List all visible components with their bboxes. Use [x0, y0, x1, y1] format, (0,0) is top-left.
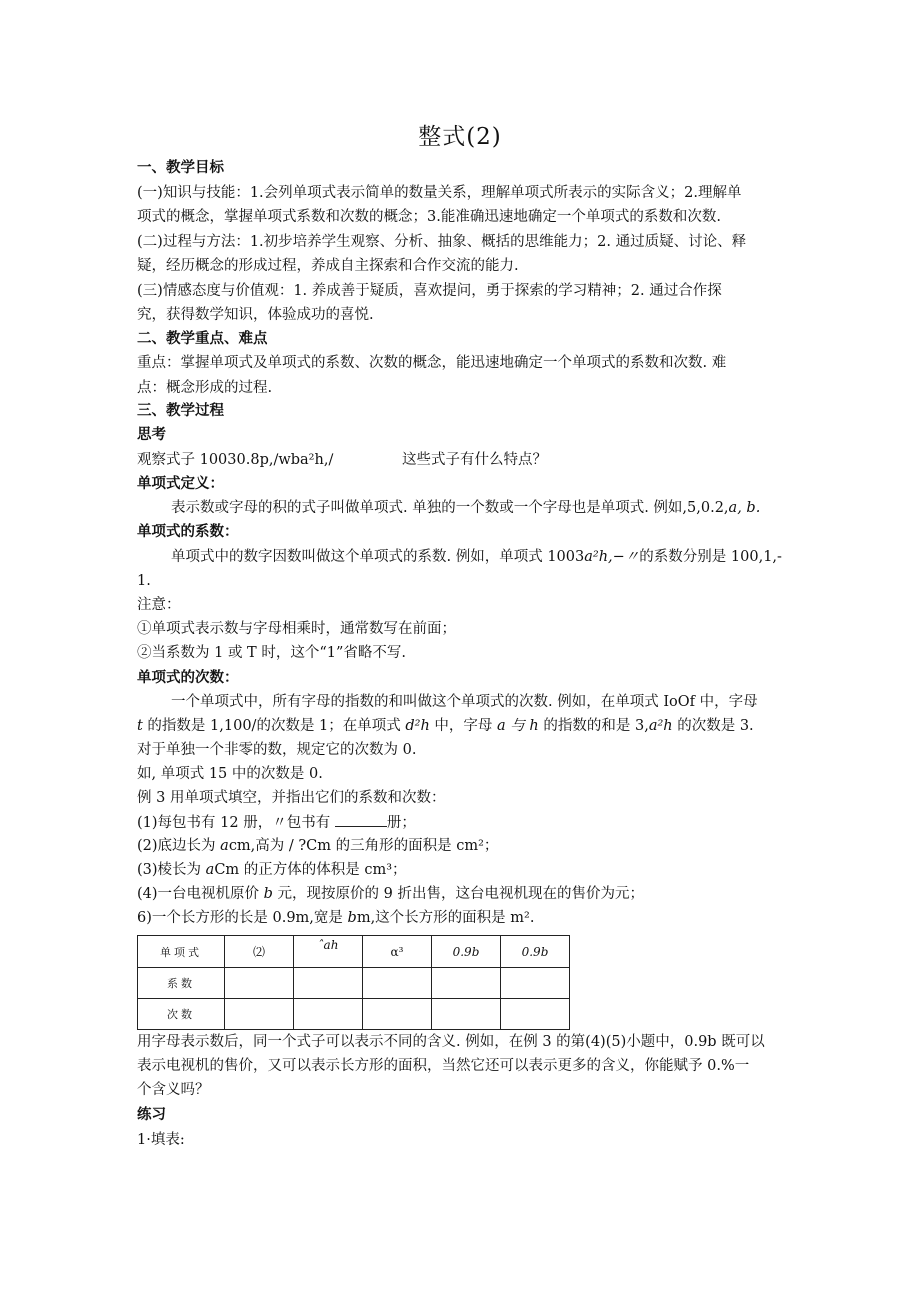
degree-letter-t: t — [137, 718, 143, 734]
goal-attitude-line2: 究，获得数学知识，体验成功的喜悦. — [137, 307, 374, 323]
keypoints-line1: 重点：掌握单项式及单项式的系数、次数的概念，能迅速地确定一个单项式的系数和次数. 难 — [137, 355, 727, 371]
example-q1 — [137, 812, 416, 833]
coefficient-heading: 单项式的系数： — [137, 524, 239, 540]
table-header-cell: ˆah — [294, 936, 363, 968]
example-q2-text: (2)底边长为 — [137, 838, 221, 854]
table-row-label: 系数 — [138, 968, 225, 999]
degree-text-seg4: 的次数是 3. — [672, 718, 754, 734]
table-cell — [294, 999, 363, 1030]
goal-knowledge-line2: 项式的概念，掌握单项式系数和次数的概念；3.能准确迅速地确定一个单项式的系数和次数. — [137, 209, 721, 225]
table-header-cell: α³ — [363, 936, 432, 968]
coefficient-text-a: 单项式中的数字因数叫做这个单项式的系数. 例如，单项式 1003 — [171, 549, 585, 565]
example-q3 — [137, 860, 407, 880]
degree-heading: 单项式的次数： — [137, 670, 239, 686]
degree-text-seg2: 中，字母 — [429, 718, 498, 734]
definition-text — [171, 498, 760, 518]
section-heading-process: 三、教学过程 — [137, 403, 224, 419]
table-cell — [501, 968, 570, 999]
degree-text-line3: 对于单独一个非零的数，规定它的次数为 0. — [137, 742, 417, 758]
table-header-cell: 0.9b — [501, 936, 570, 968]
table-cell — [363, 999, 432, 1030]
example-q2-var: a — [220, 838, 229, 854]
example-q5-var: b — [347, 910, 357, 926]
degree-expr-1: d²h — [405, 718, 430, 734]
degree-expr-2: a²h — [648, 718, 673, 734]
example-q4-var: b — [263, 886, 273, 902]
table-cell — [225, 968, 294, 999]
table-cell — [363, 968, 432, 999]
coefficient-text-expr: a²h,−〃 — [584, 549, 640, 565]
goal-knowledge-line1: (一)知识与技能：1.会列单项式表示简单的数量关系，理解单项式所表示的实际含义；2.理解单 — [137, 185, 742, 201]
table-header-cell: 0.9b — [432, 936, 501, 968]
example-q5 — [137, 908, 534, 928]
coefficient-text-cont: 1. — [137, 573, 151, 589]
practice-heading: 练习 — [137, 1107, 166, 1123]
example-q4-tail: 元，现按原价的 9 折出售，这台电视机现在的售价为元； — [272, 886, 645, 902]
note-heading: 注意： — [137, 597, 181, 613]
table-cell — [432, 968, 501, 999]
section-heading-goals: 一、教学目标 — [137, 160, 224, 176]
definition-text-letters: a, b. — [728, 500, 761, 516]
note-item-1: ①单项式表示数与字母相乘时，通常数写在前面； — [137, 621, 456, 637]
table-row — [138, 968, 570, 999]
example-3-heading: 例 3 用单项式填空，并指出它们的系数和次数： — [137, 790, 446, 806]
observe-question: 这些式子有什么特点？ — [402, 452, 547, 468]
section-heading-keypoints: 二、教学重点、难点 — [137, 331, 268, 347]
example-q1-text: (1)每包书有 12 册，〃包书有 — [137, 815, 335, 831]
degree-text-line4: 如, 单项式 15 中的次数是 0. — [137, 766, 323, 782]
table-row-label: 次数 — [138, 999, 225, 1030]
observe-expressions: 观察式子 10030.8p,∕wba²h,∕ — [137, 452, 334, 468]
example-q4-text: (4)一台电视机原价 — [137, 886, 264, 902]
goal-process-line2: 疑，经历概念的形成过程，养成自主探索和合作交流的能力. — [137, 258, 519, 274]
goal-process-line1: (二)过程与方法：1.初步培养学生观察、分析、抽象、概括的思维能力；2. 通过质疑、讨论、释 — [137, 234, 747, 250]
coefficient-text-b: 的系数分别是 100,1,- — [639, 549, 782, 565]
degree-text-seg1: 的指数是 1,100/的次数是 1；在单项式 — [142, 718, 406, 734]
monomial-table — [137, 935, 570, 1030]
definition-heading: 单项式定义： — [137, 476, 224, 492]
example-q1-tail: 册； — [386, 815, 416, 831]
table-header-cell: ⑵ — [225, 936, 294, 968]
table-cell — [225, 999, 294, 1030]
example-q3-tail: Cm 的正方体的体积是 cm³； — [214, 862, 407, 878]
page-title: 整式(2) — [418, 124, 502, 150]
example-q5-tail: m,这个长方形的面积是 m². — [356, 910, 535, 926]
table-cell — [501, 999, 570, 1030]
degree-text-seg3: 的指数的和是 3, — [538, 718, 649, 734]
table-row — [138, 999, 570, 1030]
example-q5-text: 6)一个长方形的长是 0.9m,宽是 — [137, 910, 348, 926]
coefficient-text — [171, 547, 782, 567]
note-item-2: ②当系数为 1 或 T 时，这个“1”省略不写. — [137, 645, 406, 661]
after-text-line2: 表示电视机的售价，又可以表示长方形的面积，当然它还可以表示更多的含义，你能赋予 0.%一 — [137, 1058, 750, 1074]
keypoints-line2: 点：概念形成的过程. — [137, 380, 273, 396]
example-q2-tail: cm,高为 / ?Cm 的三角形的面积是 cm²； — [228, 838, 499, 854]
table-row — [138, 936, 570, 968]
practice-item-1: 1·填表: — [137, 1132, 185, 1148]
degree-letters: a 与 h — [497, 718, 539, 734]
example-q2 — [137, 836, 498, 856]
goal-attitude-line1: (三)情感态度与价值观：1. 养成善于疑质，喜欢提问，勇于探索的学习精神；2. 通过合作探 — [137, 283, 722, 299]
answer-blank — [335, 812, 387, 827]
table-cell — [432, 999, 501, 1030]
after-text-line1: 用字母表示数后，同一个式子可以表示不同的含义. 例如，在例 3 的第(4)(5)小题中，0.9b 既可以 — [137, 1034, 765, 1050]
example-q3-var: a — [205, 862, 215, 878]
table-cell — [294, 968, 363, 999]
degree-text-line1: 一个单项式中，所有字母的指数的和叫做这个单项式的次数. 例如，在单项式 IoOf 中，字母 — [171, 694, 758, 710]
definition-text-body: 表示数或字母的积的式子叫做单项式. 单独的一个数或一个字母也是单项式. 例如,5,0.2, — [171, 500, 729, 516]
degree-text-line2 — [137, 716, 754, 736]
after-text-line3: 个含义吗？ — [137, 1082, 210, 1098]
table-row-label: 单项式 — [138, 936, 225, 968]
example-q4 — [137, 884, 644, 904]
example-q3-text: (3)棱长为 — [137, 862, 206, 878]
think-heading: 思考 — [137, 427, 166, 443]
